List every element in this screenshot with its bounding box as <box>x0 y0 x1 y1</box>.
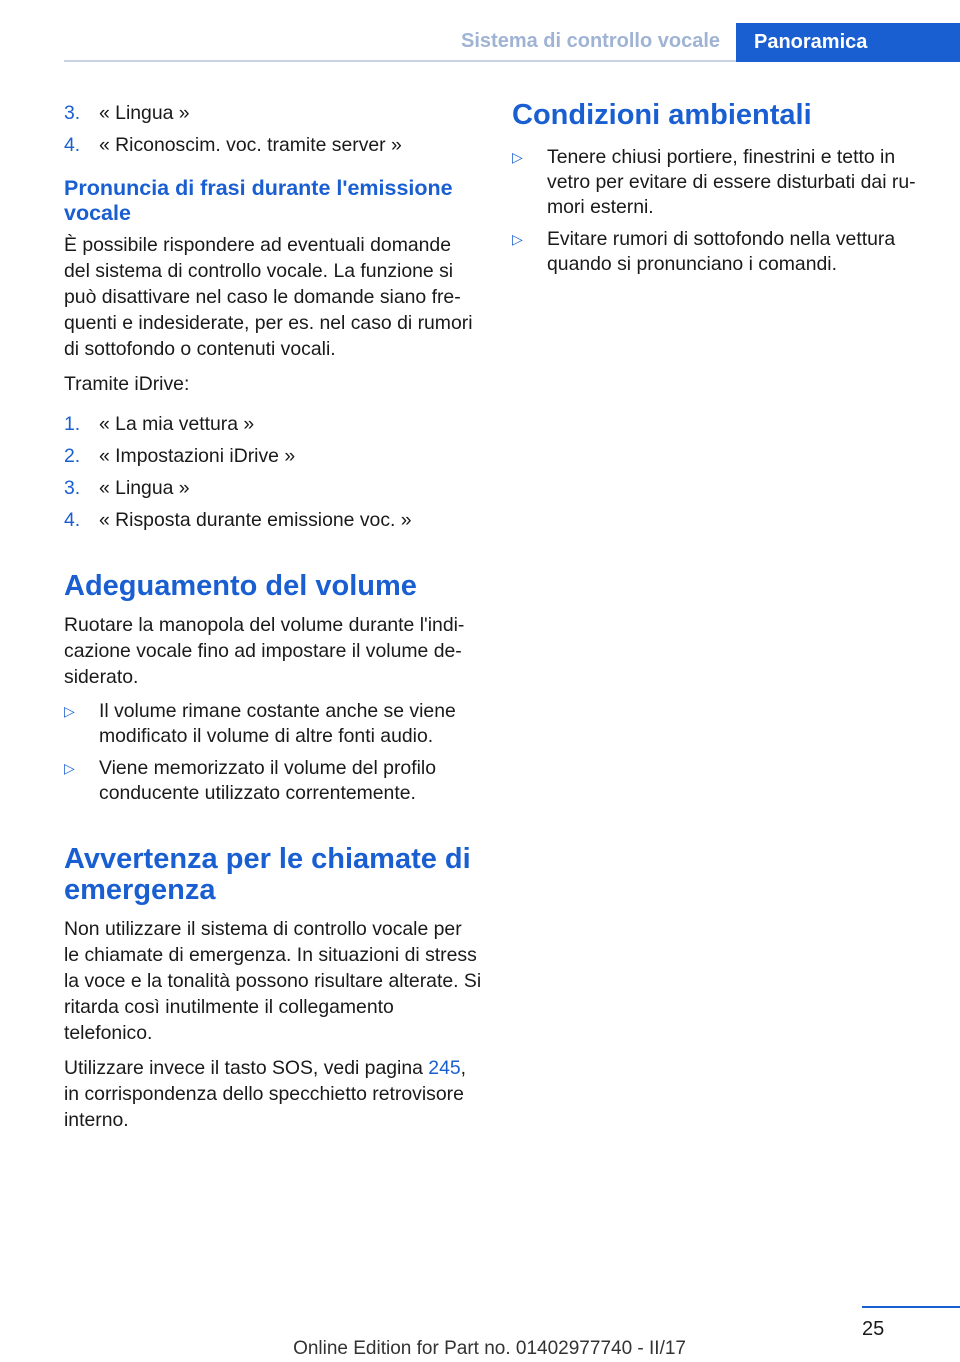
footer-rule <box>862 1306 960 1308</box>
triangle-bullet-icon: ▷ <box>512 231 523 247</box>
volume-bullets <box>64 699 482 806</box>
sos-paragraph: Utilizzare invece il tasto SOS, vedi pagina 245, in corrispondenza dello specchietto retrovisore interno. <box>64 1057 467 1131</box>
list-item: 4. « Riconoscim. voc. tramite server » <box>64 134 402 156</box>
triangle-bullet-icon: ▷ <box>512 149 523 165</box>
right-column <box>512 100 928 284</box>
left-column <box>64 100 482 1142</box>
volume-heading: Adeguamento del volume <box>64 570 417 602</box>
step-number: 4. <box>64 509 81 531</box>
edition-note: Online Edition for Part no. 01402977740 - II/17 <box>293 1338 686 1359</box>
step-number: 2. <box>64 445 81 467</box>
triangle-bullet-icon: ▷ <box>64 760 75 776</box>
page-link[interactable]: 245 <box>428 1057 461 1079</box>
list-item: 2. « Impostazioni iDrive » <box>64 445 296 467</box>
step-number: 4. <box>64 134 81 156</box>
list-item: 4. « Risposta durante emissione voc. » <box>64 509 412 531</box>
emergency-heading: Avvertenza per le chiamate di emergenza <box>64 843 471 906</box>
step-number: 1. <box>64 413 81 435</box>
list-item: ▷ Tenere chiusi portiere, finestrini e tetto in vetro per evitare di essere disturbati dai rumori esterni. <box>512 146 916 218</box>
list-item: 3. « Lingua » <box>64 477 190 499</box>
pronuncia-heading: Pronuncia di frasi durante l'emissione vocale <box>64 176 453 225</box>
chapter-tab[interactable]: Panoramica <box>736 23 960 62</box>
language-steps-top <box>64 100 482 158</box>
page-number: 25 <box>862 1318 885 1340</box>
section-title: Sistema di controllo vocale <box>461 30 720 52</box>
list-item: ▷ Evitare rumori di sottofondo nella vettura quando si pronunciano i comandi. <box>512 228 896 275</box>
conditions-heading: Condizioni ambientali <box>512 99 812 131</box>
list-item: 1. « La mia vettura » <box>64 413 255 435</box>
conditions-bullets <box>512 145 928 277</box>
idrive-intro: Tramite iDrive: <box>64 373 190 395</box>
list-item: ▷ Il volume rimane costante anche se viene modificato il volume di altre fonti audio. <box>64 700 456 747</box>
volume-body: Ruotare la manopola del volume durante l'indicazione vocale fino ad impostare il volume desiderato. <box>64 614 465 688</box>
emergency-body: Non utilizzare il sistema di controllo vocale per le chiamate di emergenza. In situazioni di stress la voce e la tonalità possono risultare alterate. Si ritarda così inutilmente il collegamento telefonico. <box>64 918 482 1044</box>
step-number: 3. <box>64 477 81 499</box>
pronuncia-body: È possibile rispondere ad eventuali domande del sistema di controllo vocale. La funzione si può disattivare nel caso le domande siano frequenti e indesiderate, per es. nel caso di rumori di sottofondo o contenuti vocali. <box>64 234 473 360</box>
step-number: 3. <box>64 102 81 124</box>
triangle-bullet-icon: ▷ <box>64 703 75 719</box>
idrive-steps <box>64 411 482 533</box>
list-item: 3. « Lingua » <box>64 102 190 124</box>
list-item: ▷ Viene memorizzato il volume del profilo conducente utilizzato correntemente. <box>64 757 436 804</box>
